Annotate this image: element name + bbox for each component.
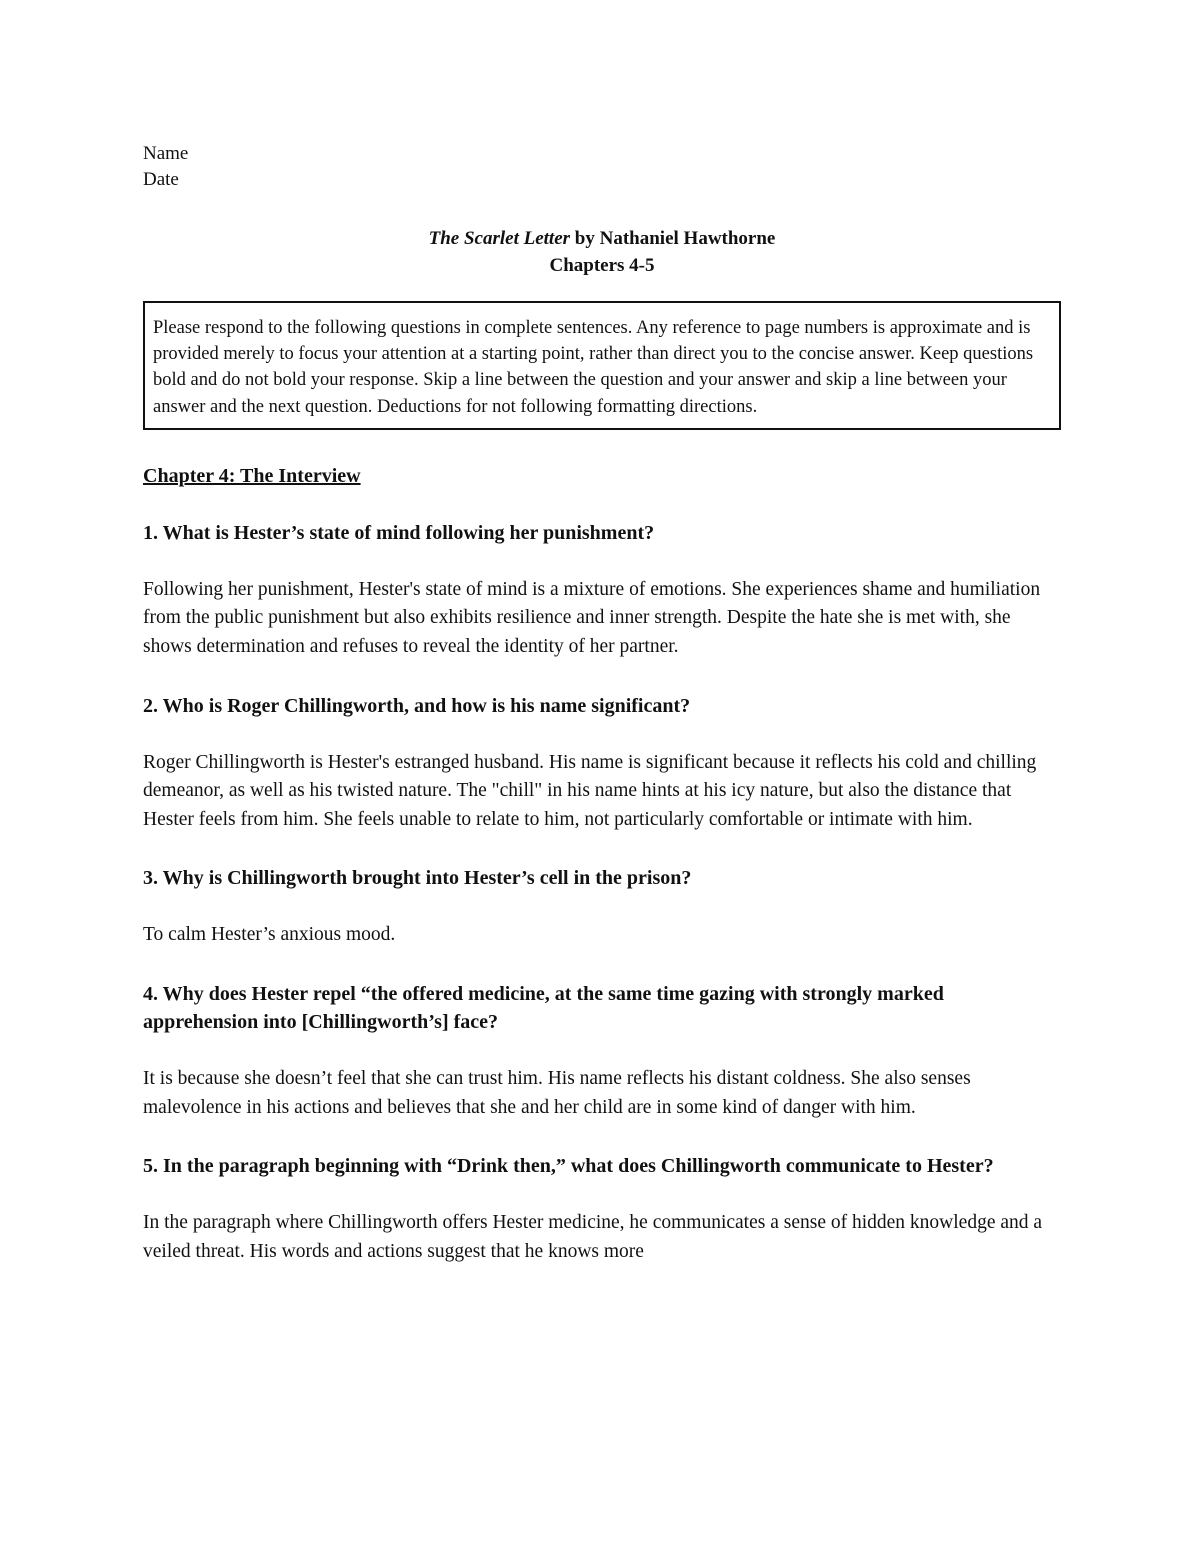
answer-4: It is because she doesn’t feel that she can trust him. His name reflects his distant coldness. She also senses malevolence in his actions and believes that she and her child are in some kind of danger with him. [143,1067,971,1118]
instructions-box: Please respond to the following questions in complete sentences. Any reference to page numbers is approximate and is provided merely to focus your attention at a starting point, rather than direct you to the concise answer. Keep questions bold and do not bold your response. Skip a line between the question and your answer and skip a line between your answer and the next question. Deductions for not following formatting directions. [143,301,1061,430]
title-line [143,225,1061,252]
question-3: 3. Why is Chillingworth brought into Hester’s cell in the prison? [143,867,692,890]
chapters-subtitle: Chapters 4-5 [549,255,655,276]
question-1: 1. What is Hester’s state of mind following her punishment? [143,521,655,544]
name-label: Name [143,143,189,164]
answer-1: Following her punishment, Hester's state of mind is a mixture of emotions. She experiences shame and humiliation from the public punishment but also exhibits resilience and inner strength. Despite the hate she is met with, she shows determination and refuses to reveal the identity of her partner. [143,578,1041,657]
answer-5: In the paragraph where Chillingworth offers Hester medicine, he communicates a sense of hidden knowledge and a veiled threat. His words and actions suggest that he knows more [143,1212,1043,1262]
question-2: 2. Who is Roger Chillingworth, and how is his name significant? [143,694,691,717]
answer-3: To calm Hester’s anxious mood. [143,924,396,946]
document-title [143,225,1061,279]
question-5: 5. In the paragraph beginning with “Drink then,” what does Chillingworth communicate to Hester? [143,1155,994,1178]
book-byline: by Nathaniel Hawthorne [570,228,776,249]
book-title: The Scarlet Letter [428,228,571,249]
document-page [143,141,1061,1266]
chapter-heading: Chapter 4: The Interview [143,464,361,487]
answer-2: Roger Chillingworth is Hester's estranged husband. His name is significant because it reflects his cold and chilling demeanor, as well as his twisted nature. The "chill" in his name hints at his icy nature, but also the distance that Hester feels from him. She feels unable to relate to him, not particularly comfortable or intimate with him. [143,751,1037,830]
date-label: Date [143,169,179,190]
question-4: 4. Why does Hester repel “the offered medicine, at the same time gazing with strongly marked apprehension into [Chillingworth’s] face? [143,982,944,1033]
